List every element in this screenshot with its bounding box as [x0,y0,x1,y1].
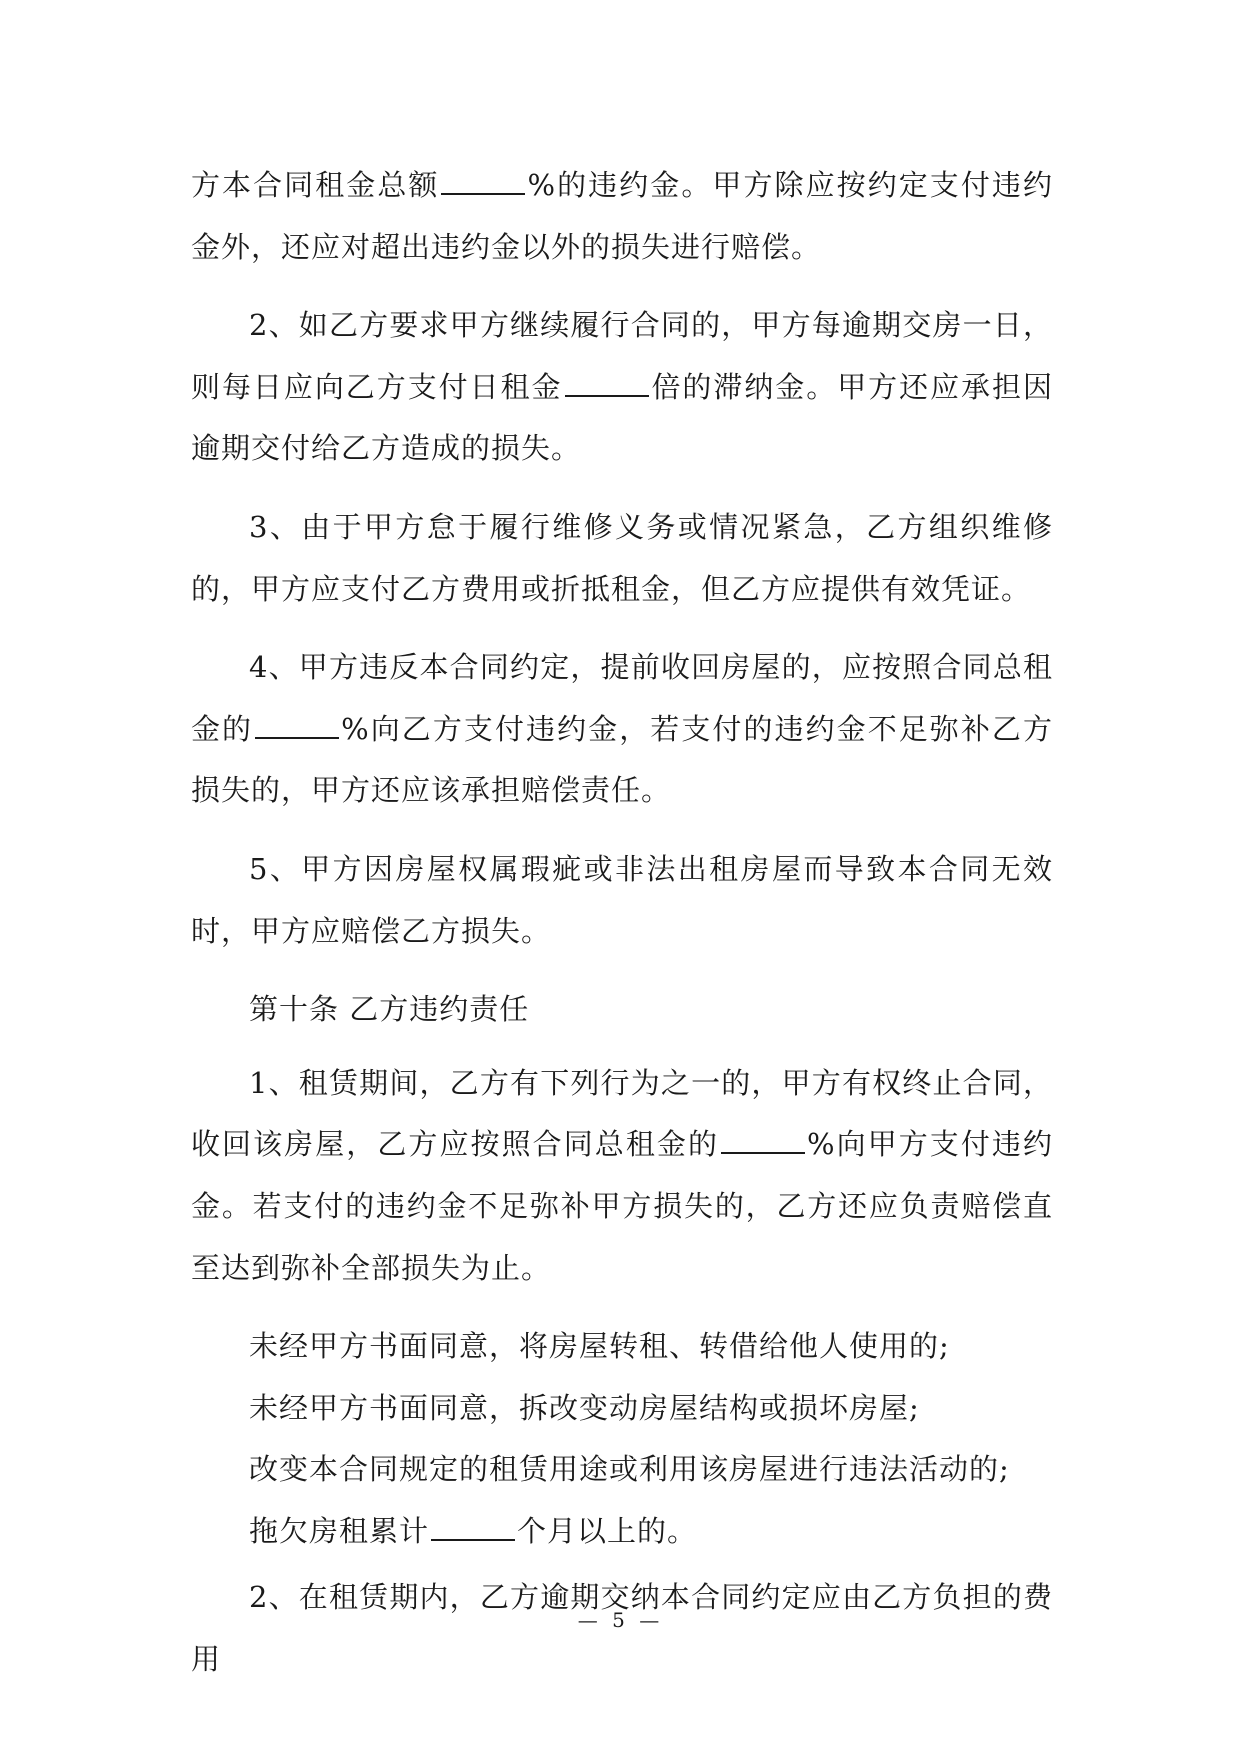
fill-in-blank [441,167,525,195]
paragraph-text: 5、甲方因房屋权属瑕疵或非法出租房屋而导致本合同无效时，甲方应赔偿乙方损失。 [191,851,1053,948]
paragraph-text: 3、由于甲方怠于履行维修义务或情况紧急，乙方组织维修的，甲方应支付乙方费用或折抵租金，但乙方应提供有效凭证。 [191,509,1053,606]
list-item [191,1501,1053,1563]
list-item-text: 拖欠房租累计 [249,1513,430,1548]
paragraph-text: 倍的滞纳金。甲方还应承担因逾期交付给乙方造成的损失。 [191,369,1053,466]
paragraph-text: 1、租赁期间，乙方有下列行为之一的，甲方有权终止合同，收回该房屋，乙方应按照合同总租金的 [191,1065,1053,1162]
list-item [191,1316,1053,1378]
list-item [191,1439,1053,1501]
list-item [191,1378,1053,1440]
paragraph-text: 2、在租赁期内，乙方逾期交纳本合同约定应由乙方负担的费用 [191,1580,1053,1677]
list-item-text: 未经甲方书面同意，拆改变动房屋结构或损坏房屋; [249,1390,920,1425]
fill-in-blank [721,1126,805,1154]
paragraph-clause-3 [191,497,1053,620]
violation-list [191,1316,1053,1562]
document-body [191,155,1053,1708]
fill-in-blank [255,711,339,739]
list-item-text: 个月以上的。 [517,1513,698,1548]
paragraph-text: %向甲方支付违约金。若支付的违约金不足弥补甲方损失的，乙方还应负责赔偿直至达到弥补全部损失为止。 [191,1127,1053,1285]
page-number: — 5 — [577,1608,664,1632]
paragraph-text: %的违约金。甲方除应按约定支付违约金外，还应对超出违约金以外的损失进行赔偿。 [191,168,1053,264]
list-item-text: 改变本合同规定的租赁用途或利用该房屋进行违法活动的; [249,1452,1010,1487]
section-heading-article-10 [191,979,1053,1041]
list-item-text: 未经甲方书面同意，将房屋转租、转借给他人使用的; [249,1329,950,1364]
heading-text: 第十条 乙方违约责任 [249,992,530,1027]
paragraph-text: 方本合同租金总额 [191,168,440,202]
paragraph-tenant-clause-1 [191,1053,1053,1299]
paragraph-clause-2 [191,295,1053,480]
paragraph-text: %向乙方支付违约金，若支付的违约金不足弥补乙方损失的，甲方还应该承担赔偿责任。 [191,711,1053,808]
fill-in-blank [565,369,649,397]
paragraph-clause-5 [191,839,1053,962]
paragraph-text: 2、如乙方要求甲方继续履行合同的，甲方每逾期交房一日，则每日应向乙方支付日租金 [191,308,1053,404]
fill-in-blank [431,1513,515,1541]
paragraph-text: 4、甲方违反本合同约定，提前收回房屋的，应按照合同总租金的 [191,650,1053,746]
paragraph-penalty-total-rent [191,155,1053,278]
paragraph-clause-4 [191,637,1053,822]
